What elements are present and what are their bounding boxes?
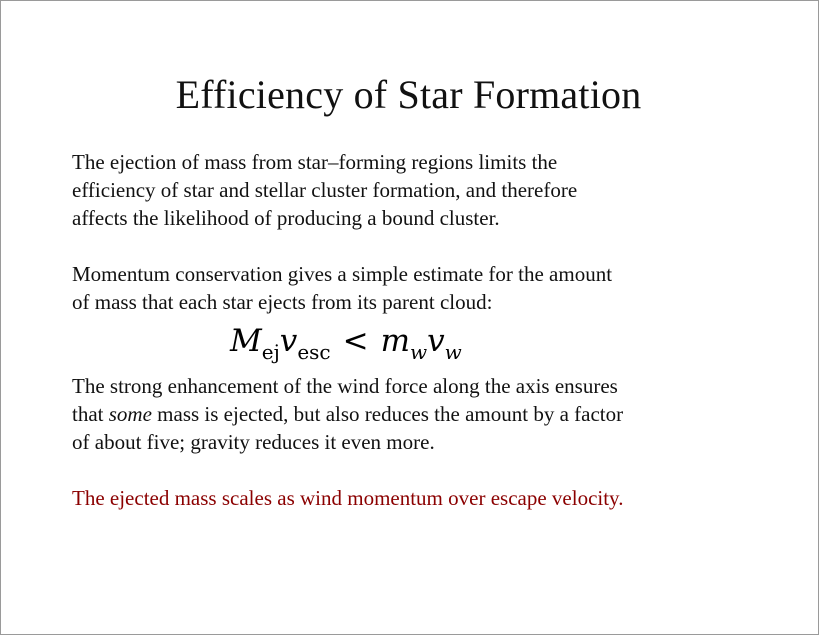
paragraph-line: The strong enhancement of the wind force along the axis ensures xyxy=(72,374,618,398)
paragraph-momentum-conservation xyxy=(72,260,752,316)
paragraph-line: affects the likelihood of producing a bound cluster. xyxy=(72,206,500,230)
equation-subscript: esc xyxy=(297,340,331,364)
equation-relation: < xyxy=(342,323,369,359)
paragraph-line: of about five; gravity reduces it even more. xyxy=(72,430,435,454)
equation-subscript: w xyxy=(444,340,462,364)
paragraph-line: Momentum conservation gives a simple estimate for the amount xyxy=(72,262,613,286)
paragraph-wind-force xyxy=(72,372,752,456)
paragraph-text: mass is ejected, but also reduces the amount by a factor xyxy=(151,402,624,426)
paragraph-line: The ejected mass scales as wind momentum over escape velocity. xyxy=(72,486,624,510)
paragraph-line: of mass that each star ejects from its parent cloud: xyxy=(72,290,493,314)
equation-symbol: v xyxy=(279,323,298,359)
paragraph-line xyxy=(72,400,752,428)
equation-subscript: ej xyxy=(261,340,280,364)
momentum-equation xyxy=(230,319,462,363)
equation-subscript: w xyxy=(410,340,428,364)
paragraph-line: The ejection of mass from star–forming regions limits the xyxy=(72,150,558,174)
paragraph-ejection-efficiency xyxy=(72,148,752,232)
paragraph-line: efficiency of star and stellar cluster formation, and therefore xyxy=(72,178,578,202)
equation-symbol: m xyxy=(380,323,411,359)
highlighted-conclusion xyxy=(72,484,752,512)
slide-title: Efficiency of Star Formation xyxy=(175,72,642,117)
paragraph-text: that xyxy=(72,402,109,426)
equation-symbol: M xyxy=(230,323,262,359)
emphasis-text: some xyxy=(108,402,152,426)
equation-symbol: v xyxy=(427,323,445,359)
